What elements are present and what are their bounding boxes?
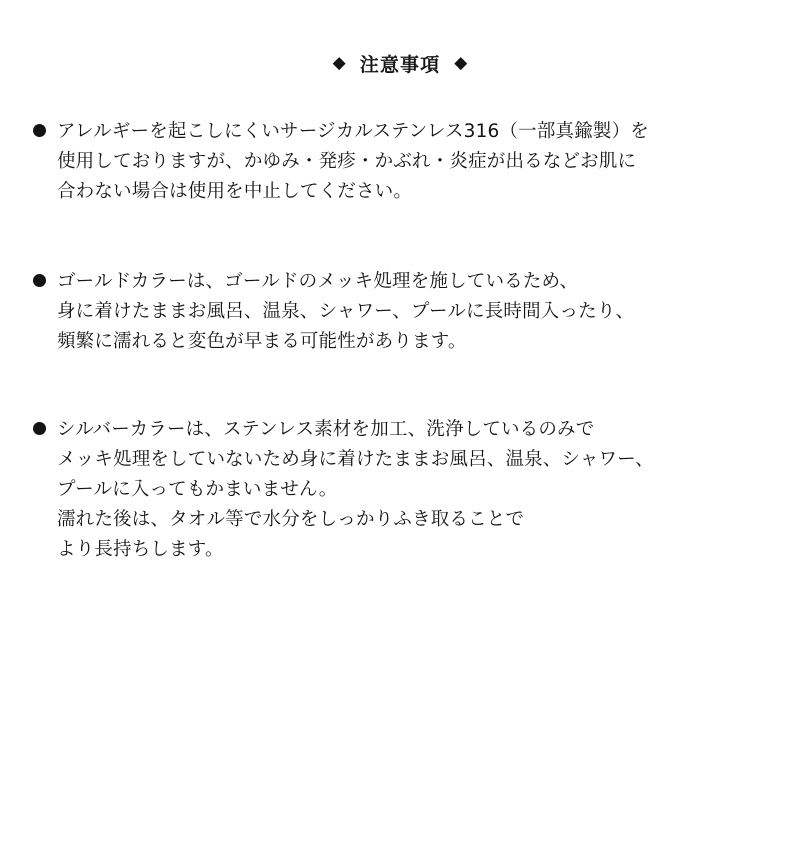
- note-line: 合わない場合は使用を中止してください。: [57, 180, 413, 202]
- note-line: メッキ処理をしていないため身に着けたままお風呂、温泉、シャワー、: [57, 448, 654, 470]
- note-line: プールに入ってもかまいません。: [57, 478, 338, 500]
- list-item: [33, 415, 780, 565]
- bullet-icon: [33, 124, 46, 137]
- note-body-silver: [57, 415, 780, 565]
- page-title: [0, 50, 800, 77]
- note-line: ゴールドカラーは、ゴールドのメッキ処理を施しているため、: [57, 270, 579, 292]
- notes-list: [0, 117, 800, 565]
- list-item: [33, 267, 780, 357]
- note-line: 使用しておりますが、かゆみ・発疹・かぶれ・炎症が出るなどお肌に: [57, 150, 637, 172]
- note-body-gold: [57, 267, 780, 357]
- bullet-icon: [33, 422, 46, 435]
- diamond-left-icon: ◆: [332, 53, 346, 73]
- notice-document: [0, 50, 800, 850]
- page-title-text: 注意事項: [359, 54, 441, 76]
- note-line: 身に着けたままお風呂、温泉、シャワー、プールに長時間入ったり、: [57, 300, 635, 322]
- note-line: 濡れた後は、タオル等で水分をしっかりふき取ることで: [57, 508, 525, 530]
- note-line: より長持ちします。: [57, 538, 224, 560]
- bullet-icon: [33, 274, 46, 287]
- note-line: 頻繁に濡れると変色が早まる可能性があります。: [57, 330, 467, 352]
- list-item: [33, 117, 780, 207]
- diamond-right-icon: ◆: [454, 53, 468, 73]
- note-line: アレルギーを起こしにくいサージカルステンレス316（一部真鍮製）を: [57, 121, 649, 142]
- note-line: シルバーカラーは、ステンレス素材を加工、洗浄しているのみで: [57, 418, 595, 440]
- note-body-allergy: [57, 117, 780, 207]
